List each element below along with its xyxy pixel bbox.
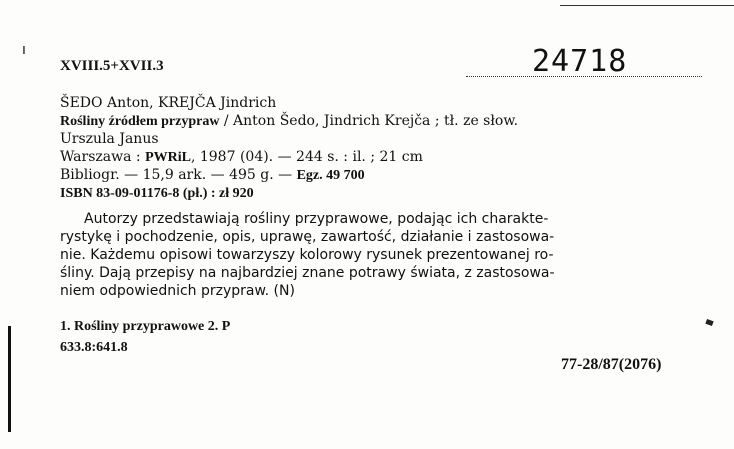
scan-speck	[705, 319, 713, 326]
publisher-name: PWRiL	[145, 150, 191, 165]
margin-tick-mark: ı	[22, 42, 26, 58]
subject-headings: 1. Rośliny przyprawowe 2. P	[60, 319, 231, 334]
abstract-line: rystykę i pochodzenie, opis, uprawę, zawartość, działanie i zastosowa-	[60, 229, 555, 245]
publisher-place: Warszawa :	[60, 149, 146, 165]
authors-line	[60, 94, 276, 112]
title-responsibility: / Anton Šedo, Jindrich Krejča ; tł. ze słow.	[219, 113, 519, 129]
title-line	[60, 112, 518, 131]
abstract-line: śliny. Dają przepisy na najbardziej znane potrawy świata, z zastosowa-	[60, 265, 555, 281]
translator-text: Urszula Janus	[60, 131, 159, 147]
imprint-line	[60, 148, 423, 167]
copies-count: Egz. 49 700	[296, 168, 365, 183]
abstract-block	[60, 210, 700, 300]
abstract-line: niem odpowiednich przypraw. (N)	[60, 283, 295, 299]
isbn-line	[60, 184, 254, 203]
translator-line	[60, 130, 159, 148]
udc-code: 633.8:641.8	[60, 340, 128, 355]
biblio-line	[60, 166, 365, 185]
abstract-line: nie. Każdemu opisowi towarzyszy kolorowy rysunek prezentowanej ro-	[60, 247, 554, 263]
title-bold: Rośliny źródłem przypraw	[60, 114, 220, 129]
abstract-line: Autorzy przedstawiają rośliny przyprawowe, podając ich charakte-	[84, 211, 549, 227]
scan-line-top	[560, 5, 734, 6]
accession-number: 24718	[532, 44, 628, 79]
accession-underline	[466, 76, 702, 77]
classification-code: XVIII.5+XVII.3	[60, 58, 164, 74]
isbn-text: ISBN 83-09-01176-8 (pł.) : zł 920	[60, 186, 254, 201]
authors-text: ŠEDO Anton, KREJČA Jindrich	[60, 95, 277, 111]
biblio-text: Bibliogr. — 15,9 ark. — 495 g. —	[60, 167, 297, 183]
scan-edge-bar	[8, 326, 11, 432]
card-number: 77-28/87(2076)	[561, 356, 662, 373]
imprint-details: , 1987 (04). — 244 s. : il. ; 21 cm	[190, 149, 423, 165]
